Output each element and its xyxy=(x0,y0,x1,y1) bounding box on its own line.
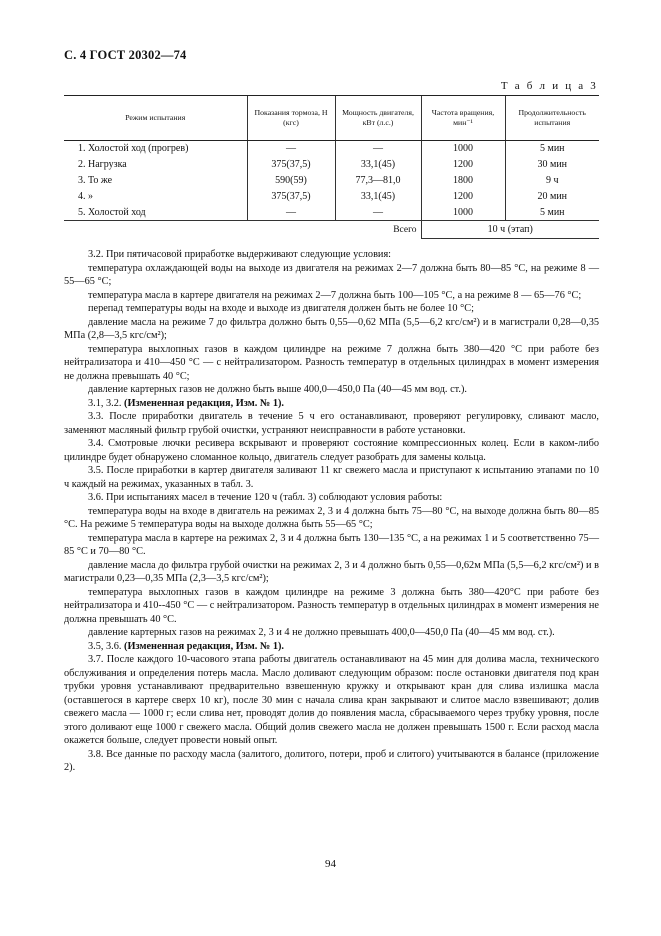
table-cell: 4. » xyxy=(78,190,93,202)
table-cell: 9 ч xyxy=(505,173,599,189)
paragraph: 3.6. При испытаниях масел в течение 120 ч (табл. 3) соблюдают условия работы: xyxy=(88,492,443,503)
col-header: Частота вращения, мин⁻¹ xyxy=(421,96,505,141)
table-cell: 77,3—81,0 xyxy=(335,173,421,189)
paragraph: температура воды на входе в двигатель на режимах 2, 3 и 4 должна быть 75—80 °С, на выходе должна быть 80—85 °С. На режиме 5 температура воды на выходе должна быть 55—65 °С; xyxy=(64,505,599,530)
paragraph: температура масла в картере двигателя на режимах 2—7 должна быть 100—105 °С, а на режиме 8 — 65—76 °С; xyxy=(88,289,582,301)
table-cell: 33,1(45) xyxy=(335,157,421,173)
table-cell: 3. То же xyxy=(78,174,113,186)
paragraph: перепад температуры воды на входе и выходе из двигателя должен быть не более 10 °С; xyxy=(88,303,474,314)
paragraph: 3.5. После приработки в картер двигателя заливают 11 кг свежего масла и приступают к испытанию этапами по 10 ч каждый на режимах, указанных в табл. 3. xyxy=(64,465,599,490)
col-header: Режим испытания xyxy=(64,96,247,141)
paragraph-lead: 3.1, 3.2. xyxy=(88,397,125,409)
paragraph: 3.2. При пятичасовой приработке выдерживают следующие условия: xyxy=(88,249,392,260)
table-cell: 1000 xyxy=(421,204,505,220)
table-cell: — xyxy=(247,204,335,220)
table-cell: — xyxy=(247,141,335,157)
table-row xyxy=(64,157,599,173)
paragraph xyxy=(64,640,599,654)
table-row xyxy=(64,188,599,204)
amendment-note: (Измененная редакция, Изм. № 1). xyxy=(124,640,284,652)
paragraph xyxy=(64,397,599,411)
paragraph: температура масла в картере на режимах 2, 3 и 4 должна быть 130—135 °С, а на режимах 1 и 5 соответственно 75—85 °С и 70—80 °С. xyxy=(64,532,599,557)
table-row xyxy=(64,141,599,157)
paragraph: температура выхлопных газов в каждом цилиндре на режиме 3 должна быть 380—420°С при работе без нейтрализатора и 410--450 °С — с нейтрализатором. Разность температур в отдельных цилиндрах в момент измерения не должна превышать 40 °С. xyxy=(64,586,599,625)
table-row xyxy=(64,173,599,189)
total-value: 10 ч (этап) xyxy=(421,220,599,238)
table-header-row xyxy=(64,96,599,141)
table-cell: 33,1(45) xyxy=(335,188,421,204)
table-cell: 1200 xyxy=(421,188,505,204)
paragraph: температура охлаждающей воды на выходе из двигателя на режимах 2—7 должна быть 80—85 °С, на режиме 8 — 55—65 °С; xyxy=(64,262,599,287)
test-modes-table xyxy=(64,95,599,239)
table-cell: 2. Нагрузка xyxy=(78,159,127,171)
page-header: С. 4 ГОСТ 20302—74 xyxy=(64,48,187,62)
table-cell: 5 мин xyxy=(505,204,599,220)
col-header: Мощность двигателя, кВт (л.с.) xyxy=(335,96,421,141)
paragraph: давление картерных газов на режимах 2, 3 и 4 не должно превышать 400,0—450,0 Па (40—45 мм вод. ст.). xyxy=(88,627,555,638)
col-header: Показания тормоза, Н (кгс) xyxy=(247,96,335,141)
table-cell: 375(37,5) xyxy=(247,188,335,204)
paragraph: давление масла до фильтра грубой очистки на режимах 2, 3 и 4 должно быть 0,55—0,62м МПа (5,5—6,2 кгс/см²) и в магистрали 0,23—0,35 МПа (2,3—3,5 кгс/см²); xyxy=(64,559,599,584)
paragraph: 3.7. После каждого 10-часового этапа работы двигатель останавливают на 45 мин для долива масла, технического обслуживания и определения потерь масла. Масло доливают следующим образом: после остановки двигателя под кран трубки уровня устанавливают предварительно взвешенную кружку и открывают кран для слива излишка масла (оставшегося в картере сверх 10 кг), после 30 мин с начала слива кран закрывают и слитое масло взвешивают; долив свежего масла — 1000 г; если слива нет, проводят долив до появления масла, сбрасываемого через трубку уровня, после этого доливают еще 1000 г свежего масла. Общий долив свежего масла не должен превышать 1500 г. Если расход масла окажется больше, следует провести новый опыт. xyxy=(64,654,599,746)
table-cell: 1800 xyxy=(421,173,505,189)
paragraph: давление масла на режиме 7 до фильтра должно быть 0,55—0,62 МПа (5,5—6,2 кгс/см²) и в магистрали 0,28—0,35 МПа (2,8—3,5 кгс/см²); xyxy=(64,316,599,341)
table-row xyxy=(64,204,599,220)
table-cell: 375(37,5) xyxy=(247,157,335,173)
table-cell: 5. Холостой ход xyxy=(64,204,247,220)
table-total-row xyxy=(64,220,599,238)
table-title: Т а б л и ц а 3 xyxy=(500,80,598,92)
table-cell: 30 мин xyxy=(505,157,599,173)
page-number: 94 xyxy=(325,858,336,870)
table-cell: 590(59) xyxy=(247,173,335,189)
col-header: Продолжительность испытания xyxy=(505,96,599,141)
paragraph-lead: 3.5, 3.6. xyxy=(88,640,125,652)
body-text xyxy=(64,248,599,775)
paragraph: температура выхлопных газов в каждом цилиндре на режиме 7 должна быть 380—420 °С при работе без нейтрализатора и 410—450 °С — с нейтрализатором. Разность температур в отдельных цилиндрах в момент измерения не должна превышать 40 °С; xyxy=(64,343,599,382)
table-total-spacer xyxy=(64,220,247,238)
table-cell: 1. Холостой ход (прогрев) xyxy=(78,143,189,155)
table-total-spacer xyxy=(247,220,335,238)
paragraph: 3.8. Все данные по расходу масла (залитого, долитого, потери, проб и слитого) учитываются в балансе (приложение 2). xyxy=(64,748,599,773)
table-cell: 1200 xyxy=(421,157,505,173)
table-cell: 1000 xyxy=(421,141,505,157)
amendment-note: (Измененная редакция, Изм. № 1). xyxy=(124,397,284,409)
table-cell: 5 мин xyxy=(505,141,599,157)
paragraph: 3.3. После приработки двигатель в течение 5 ч его останавливают, проверяют регулировку, сливают масло, заменяют масляный фильтр грубой очистки, устраняют неисправности в работе установки. xyxy=(64,411,599,436)
table-cell: — xyxy=(335,141,421,157)
table-cell: 20 мин xyxy=(505,188,599,204)
total-label: Всего xyxy=(393,224,417,235)
table-cell: — xyxy=(335,204,421,220)
paragraph: 3.4. Смотровые лючки ресивера вскрывают и проверяют состояние компрессионных колец. Если в каком-либо цилиндре будет обнаружено сломанное кольцо, двигатель следует разобрать для замены кольца. xyxy=(64,438,599,463)
paragraph: давление картерных газов не должно быть выше 400,0—450,0 Па (40—45 мм вод. ст.). xyxy=(88,384,467,395)
